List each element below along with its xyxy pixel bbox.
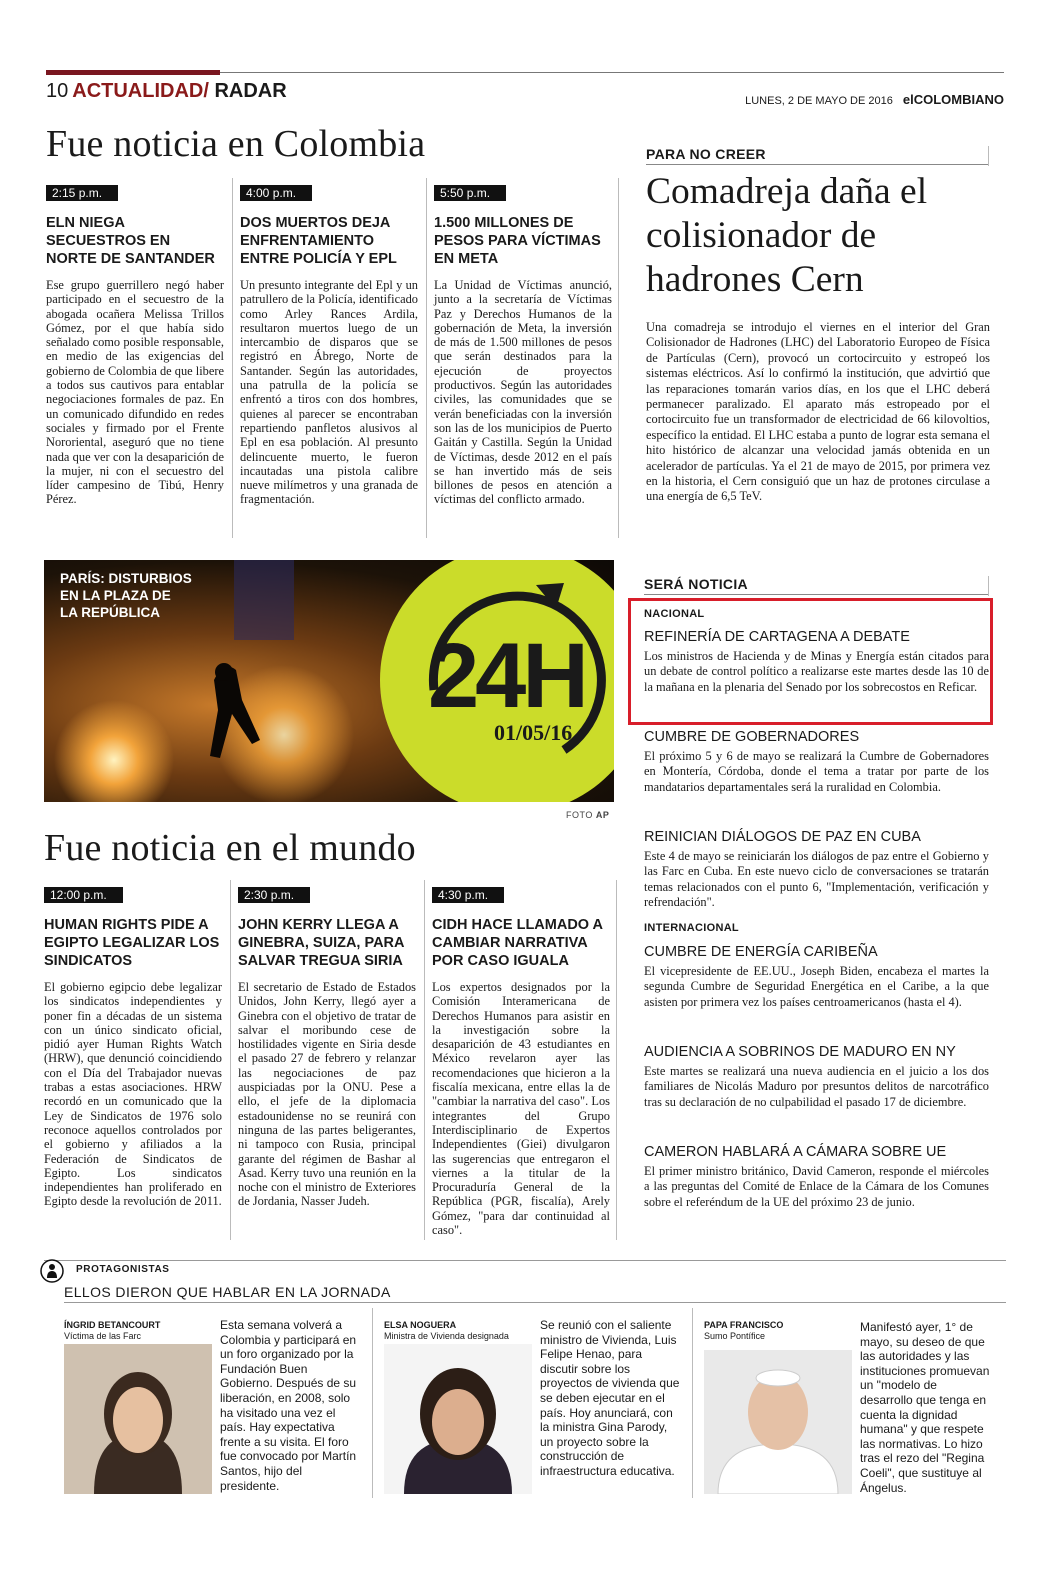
- column-divider: [692, 1308, 693, 1498]
- internacional-tag: INTERNACIONAL: [644, 922, 739, 934]
- kicker-rule: [646, 164, 988, 165]
- column-divider: [618, 178, 619, 538]
- mundo-heading: Fue noticia en el mundo: [44, 827, 416, 869]
- ingrid-betancourt-photo: [64, 1344, 212, 1494]
- papa-francisco-photo: [704, 1350, 852, 1494]
- item-title: CUMBRE DE GOBERNADORES: [644, 729, 860, 745]
- story-title: JOHN KERRY LLEGA A GINEBRA, SUIZA, PARA SALVAR TREGUA SIRIA: [238, 917, 404, 969]
- person-role: Víctima de las Farc: [64, 1331, 142, 1341]
- item-body: El primer ministro británico, David Cameron, responde el miércoles a las preguntas del Comité de Enlace de la Cámara de los Comunes sobre el referéndum de la UE del próximo 23 de junio.: [644, 1164, 989, 1209]
- item-body: Este martes se realizará una nueva audiencia en el juicio a los dos familiares de Nicolás Maduro por presuntos delitos de narcotráfico tras su declaración de no culpabilidad el pasado 17 de diciembre.: [644, 1064, 989, 1109]
- page-dateline: [745, 92, 1004, 107]
- sera-noticia-item: [644, 1044, 989, 1110]
- person-icon: [40, 1259, 64, 1283]
- nacional-tag: NACIONAL: [644, 608, 705, 620]
- caption-line: LA REPÚBLICA: [60, 605, 160, 620]
- column-divider: [616, 880, 617, 1240]
- item-body: El vicepresidente de EE.UU., Joseph Biden, encabeza el martes la segunda Cumbre de Seguridad Energética en el Caribe, a la que asisten por primera vez los países centroamericanos (hasta el 4).: [644, 964, 989, 1009]
- story-title: ELN NIEGA SECUESTROS EN NORTE DE SANTANDER: [46, 215, 215, 267]
- column-divider: [424, 880, 425, 1240]
- badge-24h-text: 24H: [428, 625, 585, 727]
- column-divider: [232, 178, 233, 538]
- sera-noticia-item: [644, 629, 989, 695]
- sera-noticia-item: [644, 1144, 989, 1210]
- caption-line: EN LA PLAZA DE: [60, 588, 171, 603]
- person-role: Ministra de Vivienda designada: [384, 1331, 509, 1341]
- colombia-story-2: [240, 184, 418, 507]
- portrait-illustration: [64, 1344, 212, 1494]
- protester-head: [215, 663, 233, 681]
- page-number: 10: [46, 80, 69, 102]
- item-title: REINICIAN DIÁLOGOS DE PAZ EN CUBA: [644, 829, 921, 845]
- mundo-story-1: [44, 886, 222, 1209]
- person-name: ELSA NOGUERA: [384, 1320, 457, 1330]
- para-no-creer-kicker: PARA NO CREER: [646, 146, 766, 162]
- mundo-story-2: [238, 886, 416, 1209]
- smoke-light: [234, 560, 294, 640]
- item-body: Este 4 de mayo se reiniciarán los diálogos de paz entre el Gobierno y las Farc en Cuba. En este nuevo ciclo de conversaciones se tratarán temas relacionados con el punto 6, "Implementación, verificación y refrendación".: [644, 849, 989, 909]
- elsa-noguera-photo: [384, 1344, 532, 1494]
- para-no-creer-headline: Comadreja daña el colisionador de hadrones Cern: [646, 171, 928, 300]
- portrait-illustration: [704, 1350, 852, 1494]
- story-time: 5:50 p.m.: [434, 185, 506, 201]
- header-accent-bar: [46, 70, 220, 75]
- story-title: DOS MUERTOS DEJA ENFRENTAMIENTO ENTRE POLICÍA Y EPL: [240, 215, 397, 267]
- kicker-rule-end: [988, 146, 989, 166]
- person-text: Esta semana volverá a Colombia y participará en un foro organizado por la Fundación Buen Gobierno. Después de su liberación, en 2008, solo ha visitado una vez el país. Hay expectativa frente a su visita. El foro fue convocado por Martín Santos, hijo del presidente.: [220, 1318, 357, 1493]
- colombia-story-1: [46, 184, 224, 507]
- story-time: 4:00 p.m.: [240, 185, 312, 201]
- photo-credit: [566, 810, 609, 820]
- column-divider: [372, 1308, 373, 1498]
- story-title: 1.500 MILLONES DE PESOS PARA VÍCTIMAS EN META: [434, 215, 601, 267]
- item-title: REFINERÍA DE CARTAGENA A DEBATE: [644, 629, 910, 645]
- kicker-rule-end: [988, 576, 989, 596]
- story-body: El gobierno egipcio debe legalizar los sindicatos independientes y poner fin a décadas de un sistema con un único sindicato oficial, pidió ayer Human Rights Watch (HRW), que denunció coincidiendo con el Día del Trabajador nuevas trabas a estas asociaciones. HRW recordó en un comunicado que la Ley de Sindicatos de 1976 solo reconoce aquellos controlados por el gobierno y afiliados a la Federación de Sindicatos de Egipto. Los sindicatos independientes han proliferado en Egipto desde la revolución de 2011.: [44, 980, 222, 1209]
- caption-line: PARÍS: DISTURBIOS: [60, 571, 192, 586]
- sera-noticia-item: [644, 944, 989, 1010]
- item-title: AUDIENCIA A SOBRINOS DE MADURO EN NY: [644, 1044, 956, 1060]
- sera-noticia-item: [644, 729, 989, 795]
- page-section-label: [46, 80, 287, 103]
- mundo-story-3: [432, 886, 610, 1237]
- protagonistas-rule: [64, 1302, 1006, 1303]
- story-body: La Unidad de Víctimas anunció, junto a la secretaría de Víctimas Paz y Derechos Humanos de la gobernación de Meta, la inversión de más de 1.500 millones de pesos que serán destinados para la ejecución de proyectos productivos. Según las autoridades civiles, las comunidades que se verán beneficiadas con la inversión son las de los municipios de Puerto Gaitán y Castilla. Según la Unidad de Víctimas, desde 2012 en el país se han invertido más de seis billones de pesos en atención a víctimas del conflicto armado.: [434, 278, 612, 507]
- section-name: ACTUALIDAD/: [72, 80, 209, 102]
- credit-label: FOTO: [566, 810, 593, 820]
- fire-glow: [54, 700, 174, 802]
- credit-source: AP: [595, 810, 610, 820]
- colombia-heading: Fue noticia en Colombia: [46, 123, 426, 165]
- photo-caption: [60, 570, 192, 621]
- story-body: El secretario de Estado de Estados Unidos, John Kerry, llegó ayer a Ginebra con el objetivo de tratar de salvar el moribundo cese de hostilidades vigente en Siria desde el pasado 27 de febrero y relanzar las negociaciones de paz auspiciadas por la ONU. Pese a ello, el jefe de la diplomacia estadounidense no se reunirá con ninguna de las partes beligerantes, ni tampoco con Rusia, principal garante del régimen de Bashar al Asad. Kerry tuvo una reunión en la noche con el ministro de Exteriores de Jordania, Nasser Judeh.: [238, 980, 416, 1209]
- column-divider: [230, 880, 231, 1240]
- person-role: Sumo Pontífice: [704, 1331, 766, 1341]
- item-body: El próximo 5 y 6 de mayo se realizará la Cumbre de Gobernadores en Montería, Córdoba, donde el tema a tratar por parte de los mandatarios departamentales será la ruralidad en Colombia.: [644, 749, 989, 794]
- protagonistas-tag: PROTAGONISTAS: [76, 1264, 170, 1275]
- person-text: Manifestó ayer, 1° de mayo, su deseo de que las autoridades y las instituciones promuevan un "modelo de desarrollo que tenga en cuenta la dignidad humana" y que respete las normativas. Lo hizo tras el rezo del "Regina Coeli", que sustituye al Ángelus.: [860, 1320, 990, 1495]
- person-name: ÍNGRID BETANCOURT: [64, 1320, 161, 1330]
- sera-noticia-kicker: SERÁ NOTICIA: [644, 576, 748, 592]
- story-body: Los expertos designados por la Comisión Interamericana de Derechos Humanos para asistir en la investigación sobre la desaparición de 43 estudiantes en México revelaron ayer las recomendaciones que hicieron a la fiscalía mexicana, entre ellas la de "cambiar la narrativa del caso". Los integrantes del Grupo Interdisciplinario de Expertos Independientes (Giei) divulgaron las sugerencias que entregaron el viernes a la titular de la Procuraduría General de la República (PGR, fiscalía), Arely Gómez, "para dar continuidad al caso".: [432, 980, 610, 1238]
- kicker-rule: [644, 594, 988, 595]
- badge-date: 01/05/16: [494, 720, 573, 745]
- column-divider: [426, 178, 427, 538]
- story-time: 2:15 p.m.: [46, 185, 118, 201]
- sera-noticia-item: [644, 829, 989, 910]
- portrait-illustration: [384, 1344, 532, 1494]
- story-time: 4:30 p.m.: [432, 887, 504, 903]
- protagonistas-rule: [44, 1260, 1006, 1261]
- issue-date: LUNES, 2 DE MAYO DE 2016: [745, 95, 893, 107]
- story-body: Un presunto integrante del Epl y un patrullero de la Policía, identificado como Arley Rances Ardila, resultaron muertos luego de un intercambio de disparos que se registró en Ábrego, Norte de Santander. Según las autoridades, una patrulla de la policía se enfrentó a tiros con dos hombres, quienes al parecer se encontraban repartiendo panfletos alusivos al Epl en esa población. Al presunto delincuente muerto, le fueron incautadas una pistola calibre nueve milímetros y una granada de fragmentación.: [240, 278, 418, 507]
- story-body: Ese grupo guerrillero negó haber participado en el secuestro de la abogada ocañera Melissa Trillos Gómez, por el que había sido señalado como posible responsable, en medio de las exigencias del gobierno de Colombia de que libere a todos sus cautivos para entablar negociaciones formales de paz. En un comunicado difundido en redes sociales y firmado por el Frente Nororiental, aseguró que no tiene nada que ver con la desaparición de la mujer, ni con el secuestro del líder campesino de Tibú, Henry Pérez.: [46, 278, 224, 507]
- story-time: 12:00 p.m.: [44, 887, 123, 903]
- story-time: 2:30 p.m.: [238, 887, 310, 903]
- para-no-creer-body: Una comadreja se introdujo el viernes en el interior del Gran Colisionador de Hadrones (LHC) del Laboratorio Europeo de Física de Partículas (Cern), provocó un cortocircuito y estropeó los sistemas eléctricos. Así lo confirmó la institución, que advirtió que las reparaciones tomarán varios días, en los que el LHC deberá permanecer paralizado. El aparato más estropeado por el cortocircuito fue un transformador de electricidad de 66 kilovoltios, específico la entidad. El LHC estaba a punto de lograr esta semana el hito histórico de alcanzar una velocidad jamás obtenida en un acelerador de partículas. Ya el 21 de mayo de 2015, por primera vez en la historia, el Cern consiguió que un haz de protones circulase a una energía de 6,5 TeV.: [646, 320, 990, 504]
- colombia-story-3: [434, 184, 612, 507]
- story-title: CIDH HACE LLAMADO A CAMBIAR NARRATIVA POR CASO IGUALA: [432, 917, 603, 969]
- subsection-name: RADAR: [214, 80, 287, 102]
- protagonistas-title: ELLOS DIERON QUE HABLAR EN LA JORNADA: [64, 1284, 391, 1300]
- story-title: HUMAN RIGHTS PIDE A EGIPTO LEGALIZAR LOS SINDICATOS: [44, 917, 220, 969]
- person-name: PAPA FRANCISCO: [704, 1320, 784, 1330]
- newspaper-brand: elCOLOMBIANO: [902, 92, 1004, 107]
- person-text: Se reunió con el saliente ministro de Vivienda, Luis Felipe Henao, para discutir sobre los proyectos de vivienda que se deben ejecutar en el país. Hoy anunciará, con la ministra Gina Parody, un proyecto sobre la construcción de infraestructura educativa.: [540, 1318, 680, 1478]
- item-title: CUMBRE DE ENERGÍA CARIBEÑA: [644, 944, 878, 960]
- item-title: CAMERON HABLARÁ A CÁMARA SOBRE UE: [644, 1144, 947, 1160]
- item-body: Los ministros de Hacienda y de Minas y Energía están citados para un debate de control político a realizarse este martes desde las 10 de la mañana en la plenaria del Senado por los sobrecostos en Reficar.: [644, 649, 989, 694]
